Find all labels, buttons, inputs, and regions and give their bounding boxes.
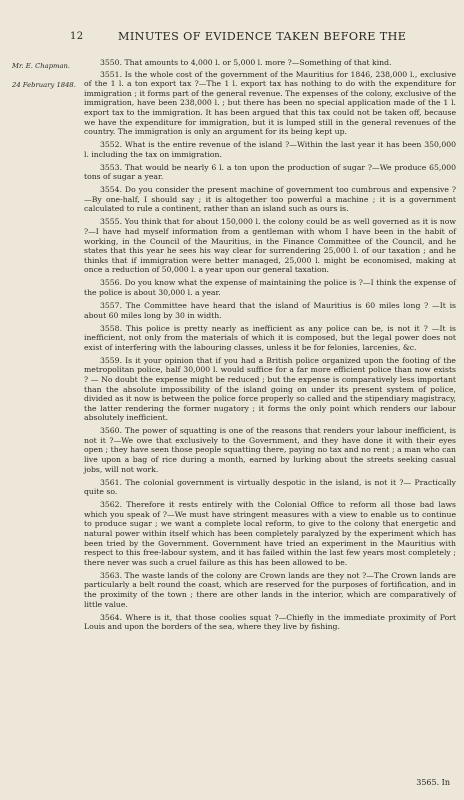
paragraph-3553: 3553. That would be nearly 6 l. a ton upon the production of sugar ?—We produce 65,000 tons of sugar a year. xyxy=(84,162,456,182)
page-number: 12 xyxy=(70,31,84,42)
evidence-body xyxy=(84,58,456,635)
margin-witness-name: Mr. E. Chapman. xyxy=(12,62,71,70)
paragraph-3550: 3550. That amounts to 4,000 l. or 5,000 l. more ?—Something of that kind. xyxy=(100,58,392,67)
catchword: 3565. In xyxy=(416,778,450,787)
paragraph-3556: 3556. Do you know what the expense of maintaining the police is ?—I think the expense of the police is about 30,000 l. a year. xyxy=(84,278,456,298)
paragraph-3552: 3552. What is the entire revenue of the island ?—Within the last year it has been 350,000 l. including the tax on immigration. xyxy=(84,140,456,159)
paragraph-3562: 3562. Therefore it rests entirely with the Colonial Office to reform all those bad laws which you speak of ?—We must have stringent measures with a view to enable us to continue to produce sugar ; we want a complete local reform, to give to the colony that energetic and natural power within itself which has been completely paralyzed by the experiment which has been tried by the Government. Government have tried an experiment in the Mauritius with respect to this free-labour system, and it has failed within the last few years most completely ; there never was such a cruel failure as this has been allowed to be. xyxy=(84,500,456,567)
running-title: MINUTES OF EVIDENCE TAKEN BEFORE THE xyxy=(118,30,407,43)
paragraph-3564: 3564. Where is it, that those coolies squat ?—Chiefly in the immediate proximity of Port Louis and upon the borders of the sea, where they live by fishing. xyxy=(84,612,456,632)
paragraph-3557: 3557. The Committee have heard that the island of Mauritius is 60 miles long ? —It is about 60 miles long by 30 in width. xyxy=(84,301,456,320)
paragraph-3561: 3561. The colonial government is virtually despotic in the island, is not it ?— Practically quite so. xyxy=(84,477,456,497)
paragraph-3555: 3555. You think that for about 150,000 l. the colony could be as well governed as it is now ?—I have had myself information from a gentleman with whom I have been in the habit of working, in the Council of the Mauritius, in the Finance Committee of the Council, and he states that this year he sees his way clear for surrendering 25,000 l. of our taxation ; and he thinks that if immigration were better managed, 25,000 l. might be economised, making at once a reduction of 50,000 l. a year upon our general taxation. xyxy=(84,217,456,275)
paragraph-3563: 3563. The waste lands of the colony are Crown lands are they not ?—The Crown lands are particularly a belt round the coast, which are reserved for the purposes of fortification, and in the proximity of the town ; there are other lands in the interior, which are comparatively of little value. xyxy=(84,570,456,609)
paragraph-3554: 3554. Do you consider the present machine of government too cumbrous and expensive ?—By one-half, I should say ; it is altogether too powerful a machine ; it is a government calculated to rule a continent, rather than an island such as ours is. xyxy=(84,185,456,214)
paragraph-3551: 3551. Is the whole cost of the government of the Mauritius for 1846, 238,000 l., exclusive of the 1 l. a ton export tax ?—The 1 l. export tax has nothing to do with the expenditure for immigration ; it forms part of the general revenue. The expenses of the colony, exclusive of the immigration, have been 238,000 l. ; but there has been no special application made of the 1 l. export tax to the immigration. It has been argued that this tax could not be taken off, because we have the expenditure for immigration, but it is lumped still in the general revenues of the country. The immigration is only an argument for its being kept up. xyxy=(84,69,456,137)
paragraph-3559: 3559. Is it your opinion that if you had a British police organized upon the footing of the metropolitan police, half 30,000 l. would suffice for a far more efficient police than now exists ? — No doubt the expense might be reduced ; but the expense is comparatively less important than the absolute impossibility of the island going on under its present system of police, divided as it now is between the police force properly so called and the stipendiary magistracy, the latter rendering the former nugatory ; it forms the only point which renders our labour absolutely inefficient. xyxy=(84,355,456,423)
page-header xyxy=(0,30,464,46)
paragraph-3560: 3560. The power of squatting is one of the reasons that renders your labour inefficient, is not it ?—We owe that exclusively to the Government, and they have done it with their eyes open ; they have seen those people squatting there, paying no tax and no rent ; a man who can live upon a bag of rice during a month, earned by lurking about the streets seeking casual jobs, will not work. xyxy=(84,426,456,474)
paragraph-3558: 3558. This police is pretty nearly as inefficient as any police can be, is not it ? —It is inefficient, not only from the materials of which it is composed, but the legal power does not exist of interfering with the labouring classes, unless it be for felonies, larcenies, &c. xyxy=(84,323,456,352)
margin-date: 24 February 1848. xyxy=(12,81,76,89)
